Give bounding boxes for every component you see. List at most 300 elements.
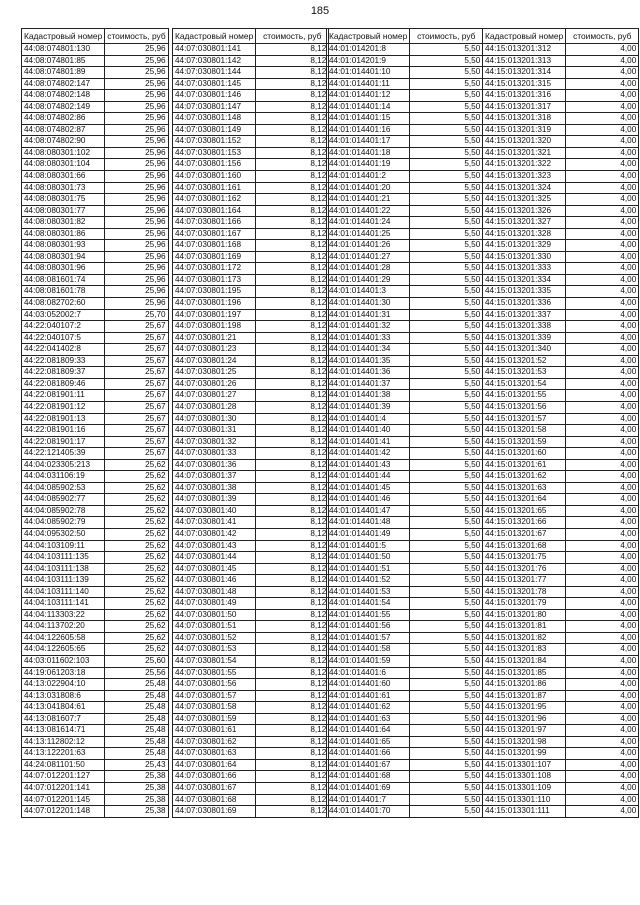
cadastral-number-cell: 44:01:014401:68 [327,771,410,783]
table-row [483,725,639,737]
cadastral-number-cell: 44:15:013201:87 [483,690,566,702]
cost-cell: 5,50 [410,413,483,425]
table-row [483,136,639,148]
cost-cell: 25,56 [105,667,168,679]
cost-cell: 5,50 [410,771,483,783]
table-row [327,713,483,725]
cadastral-number-cell: 44:15:013201:59 [483,436,566,448]
header-cadastral-number: Кадастровый номер [327,29,410,44]
cadastral-number-cell: 44:22:081901:16 [22,425,105,437]
cadastral-number-cell: 44:07:030801:55 [173,667,256,679]
cost-cell: 8,12 [256,528,329,540]
cadastral-number-cell: 44:01:014401:4 [327,413,410,425]
table-row [327,621,483,633]
cadastral-number-cell: 44:15:013201:76 [483,563,566,575]
table-row [173,298,329,310]
table-row [22,90,169,102]
cost-cell: 8,12 [256,332,329,344]
cadastral-number-cell: 44:15:013201:56 [483,401,566,413]
cadastral-number-cell: 44:15:013201:326 [483,205,566,217]
cadastral-number-cell: 44:07:030801:24 [173,355,256,367]
table-row [483,263,639,275]
cost-cell: 4,00 [566,621,639,633]
cadastral-number-cell: 44:15:013301:109 [483,783,566,795]
table-row [22,205,169,217]
table-row [22,321,169,333]
cadastral-number-cell: 44:01:014401:20 [327,182,410,194]
cadastral-number-cell: 44:01:014401:66 [327,748,410,760]
table-row [22,655,169,667]
cost-cell: 5,50 [410,586,483,598]
cadastral-number-cell: 44:15:013201:95 [483,702,566,714]
table-row [173,563,329,575]
cadastral-number-cell: 44:01:014401:2 [327,171,410,183]
cost-cell: 8,12 [256,436,329,448]
cost-cell: 4,00 [566,425,639,437]
cadastral-number-cell: 44:19:061203:18 [22,667,105,679]
table-row [173,540,329,552]
table-row [327,171,483,183]
table-row [483,378,639,390]
table-row [483,425,639,437]
cost-cell: 4,00 [566,378,639,390]
cost-cell: 5,50 [410,783,483,795]
table-row [483,794,639,806]
cost-table [482,28,639,818]
cadastral-number-cell: 44:01:014401:36 [327,367,410,379]
cadastral-number-cell: 44:07:030801:152 [173,136,256,148]
table-row [22,78,169,90]
table-row [327,147,483,159]
cadastral-number-cell: 44:15:013201:322 [483,159,566,171]
cadastral-number-cell: 44:04:103111:141 [22,598,105,610]
cost-cell: 4,00 [566,182,639,194]
table-row [327,494,483,506]
cadastral-number-cell: 44:07:030801:167 [173,228,256,240]
table-row [483,759,639,771]
cadastral-number-cell: 44:15:013201:77 [483,575,566,587]
cadastral-number-cell: 44:01:014401:18 [327,147,410,159]
cadastral-number-cell: 44:07:030801:66 [173,771,256,783]
cadastral-number-cell: 44:03:011602:103 [22,655,105,667]
cost-cell: 25,62 [105,621,168,633]
table-row [483,90,639,102]
table-row [173,332,329,344]
cadastral-number-cell: 44:07:030801:153 [173,147,256,159]
table-row [173,147,329,159]
cadastral-number-cell: 44:01:014401:45 [327,482,410,494]
table-row [22,540,169,552]
cost-cell: 4,00 [566,586,639,598]
cost-cell: 4,00 [566,321,639,333]
table-row [327,321,483,333]
cadastral-number-cell: 44:01:014401:26 [327,240,410,252]
table-row [483,205,639,217]
table-row [173,78,329,90]
table-row [22,552,169,564]
cost-cell: 4,00 [566,563,639,575]
cost-cell: 5,50 [410,517,483,529]
cadastral-number-cell: 44:07:030801:149 [173,124,256,136]
cadastral-number-cell: 44:07:030801:162 [173,194,256,206]
cadastral-number-cell: 44:01:014401:49 [327,528,410,540]
table-row [173,667,329,679]
cadastral-number-cell: 44:01:014401:14 [327,101,410,113]
cadastral-number-cell: 44:01:014401:22 [327,205,410,217]
cost-cell: 8,12 [256,494,329,506]
table-column-3 [326,28,483,818]
cost-cell: 4,00 [566,67,639,79]
table-row [173,55,329,67]
table-row [22,401,169,413]
table-row [173,274,329,286]
cost-cell: 4,00 [566,725,639,737]
cost-cell: 25,67 [105,344,168,356]
cost-cell: 5,50 [410,655,483,667]
cost-cell: 5,50 [410,298,483,310]
cadastral-number-cell: 44:15:013301:110 [483,794,566,806]
cost-cell: 25,67 [105,401,168,413]
cadastral-number-cell: 44:01:014401:48 [327,517,410,529]
cadastral-number-cell: 44:01:014401:54 [327,598,410,610]
cadastral-number-cell: 44:01:014401:70 [327,806,410,818]
table-column-4 [482,28,639,818]
cadastral-number-cell: 44:01:014401:29 [327,274,410,286]
cadastral-number-cell: 44:07:030801:160 [173,171,256,183]
cost-table [21,28,169,818]
table-row [173,240,329,252]
table-row [483,505,639,517]
table-row [173,309,329,321]
table-row [22,171,169,183]
table-row [483,459,639,471]
cost-cell: 8,12 [256,367,329,379]
table-row [22,44,169,56]
cost-cell: 25,48 [105,679,168,691]
cadastral-number-cell: 44:01:014201:8 [327,44,410,56]
cadastral-number-cell: 44:07:030801:196 [173,298,256,310]
cost-cell: 25,96 [105,240,168,252]
table-row [173,390,329,402]
cadastral-number-cell: 44:22:040107:5 [22,332,105,344]
table-row [483,367,639,379]
cadastral-number-cell: 44:07:030801:40 [173,505,256,517]
table-header-row [173,29,329,44]
cost-cell: 25,67 [105,367,168,379]
table-row [327,552,483,564]
table-row [173,448,329,460]
cost-cell: 8,12 [256,263,329,275]
cadastral-number-cell: 44:15:013201:80 [483,609,566,621]
cost-cell: 5,50 [410,528,483,540]
table-row [327,159,483,171]
cost-cell: 5,50 [410,644,483,656]
table-row [483,448,639,460]
table-row [483,609,639,621]
cadastral-number-cell: 44:13:081607:7 [22,713,105,725]
cadastral-number-cell: 44:15:013201:340 [483,344,566,356]
cost-cell: 8,12 [256,667,329,679]
cost-cell: 25,67 [105,413,168,425]
cost-cell: 5,50 [410,575,483,587]
cadastral-number-cell: 44:07:030801:54 [173,655,256,667]
cadastral-number-cell: 44:07:030801:147 [173,101,256,113]
table-row [483,494,639,506]
cost-cell: 25,62 [105,632,168,644]
cost-cell: 8,12 [256,147,329,159]
cost-cell: 5,50 [410,494,483,506]
cadastral-number-cell: 44:08:082702:60 [22,298,105,310]
table-row [22,586,169,598]
cadastral-number-cell: 44:15:013201:316 [483,90,566,102]
cost-cell: 8,12 [256,771,329,783]
table-row [327,101,483,113]
cadastral-number-cell: 44:22:081809:33 [22,355,105,367]
cost-cell: 5,50 [410,228,483,240]
cadastral-number-cell: 44:01:014401:52 [327,575,410,587]
cadastral-number-cell: 44:04:122605:65 [22,644,105,656]
table-row [173,321,329,333]
cost-cell: 4,00 [566,552,639,564]
table-row [173,575,329,587]
cost-cell: 25,38 [105,794,168,806]
table-row [22,644,169,656]
table-row [483,748,639,760]
cost-cell: 4,00 [566,136,639,148]
cost-cell: 5,50 [410,136,483,148]
table-row [22,367,169,379]
cost-cell: 8,12 [256,90,329,102]
table-row [483,344,639,356]
cadastral-number-cell: 44:08:080301:66 [22,171,105,183]
cost-cell: 4,00 [566,298,639,310]
cadastral-number-cell: 44:07:030801:38 [173,482,256,494]
cost-cell: 5,50 [410,78,483,90]
cadastral-number-cell: 44:01:014401:17 [327,136,410,148]
cadastral-number-cell: 44:07:030801:61 [173,725,256,737]
cadastral-number-cell: 44:07:012201:141 [22,783,105,795]
table-row [173,748,329,760]
cadastral-number-cell: 44:15:013201:64 [483,494,566,506]
cost-cell: 25,48 [105,690,168,702]
cost-cell: 4,00 [566,355,639,367]
table-row [173,632,329,644]
cadastral-number-cell: 44:15:013201:57 [483,413,566,425]
cadastral-number-cell: 44:08:080301:96 [22,263,105,275]
cadastral-number-cell: 44:07:030801:56 [173,679,256,691]
table-row [483,309,639,321]
cadastral-number-cell: 44:08:080301:77 [22,205,105,217]
table-row [22,482,169,494]
cost-cell: 4,00 [566,632,639,644]
cost-cell: 25,67 [105,355,168,367]
table-row [327,806,483,818]
cost-cell: 8,12 [256,136,329,148]
cadastral-number-cell: 44:15:013201:324 [483,182,566,194]
cadastral-number-cell: 44:07:030801:195 [173,286,256,298]
cost-cell: 5,50 [410,621,483,633]
table-row [173,759,329,771]
cost-cell: 4,00 [566,147,639,159]
cadastral-number-cell: 44:07:030801:156 [173,159,256,171]
cadastral-number-cell: 44:07:030801:173 [173,274,256,286]
cost-cell: 4,00 [566,90,639,102]
table-row [483,390,639,402]
cadastral-number-cell: 44:03:052002:7 [22,309,105,321]
table-row [327,55,483,67]
cost-cell: 5,50 [410,240,483,252]
header-cadastral-number: Кадастровый номер [22,29,105,44]
cost-cell: 8,12 [256,182,329,194]
cost-cell: 8,12 [256,586,329,598]
cost-cell: 8,12 [256,563,329,575]
cadastral-number-cell: 44:15:013201:337 [483,309,566,321]
cadastral-number-cell: 44:07:012201:145 [22,794,105,806]
cost-cell: 4,00 [566,667,639,679]
cost-cell: 8,12 [256,482,329,494]
cost-cell: 25,96 [105,147,168,159]
cost-cell: 4,00 [566,44,639,56]
cadastral-number-cell: 44:15:013201:334 [483,274,566,286]
cadastral-number-cell: 44:07:030801:52 [173,632,256,644]
cost-cell: 5,50 [410,552,483,564]
cadastral-number-cell: 44:07:030801:69 [173,806,256,818]
cost-cell: 25,62 [105,459,168,471]
cost-cell: 5,50 [410,90,483,102]
cadastral-number-cell: 44:08:074801:130 [22,44,105,56]
cost-cell: 25,38 [105,771,168,783]
cadastral-number-cell: 44:07:030801:31 [173,425,256,437]
cost-cell: 4,00 [566,286,639,298]
table-row [483,286,639,298]
table-row [173,101,329,113]
cost-cell: 8,12 [256,401,329,413]
table-row [483,482,639,494]
cost-cell: 25,62 [105,575,168,587]
cost-cell: 5,50 [410,182,483,194]
cadastral-number-cell: 44:07:030801:43 [173,540,256,552]
cost-cell: 5,50 [410,355,483,367]
cost-cell: 5,50 [410,679,483,691]
cadastral-number-cell: 44:13:031808:6 [22,690,105,702]
cost-cell: 8,12 [256,736,329,748]
table-row [483,78,639,90]
table-row [22,240,169,252]
cost-cell: 5,50 [410,471,483,483]
table-row [327,355,483,367]
table-header-row [22,29,169,44]
table-row [173,471,329,483]
table-row [22,667,169,679]
table-row [483,632,639,644]
cadastral-number-cell: 44:01:014401:35 [327,355,410,367]
cost-cell: 5,50 [410,113,483,125]
table-row [483,598,639,610]
cadastral-number-cell: 44:07:030801:28 [173,401,256,413]
cost-cell: 8,12 [256,713,329,725]
cadastral-number-cell: 44:07:030801:64 [173,759,256,771]
table-row [327,217,483,229]
cadastral-number-cell: 44:01:014401:62 [327,702,410,714]
cost-cell: 25,96 [105,90,168,102]
cost-cell: 4,00 [566,194,639,206]
cadastral-number-cell: 44:01:014401:65 [327,736,410,748]
table-row [22,771,169,783]
cost-cell: 25,43 [105,759,168,771]
cadastral-number-cell: 44:22:081809:46 [22,378,105,390]
cadastral-number-cell: 44:22:081901:17 [22,436,105,448]
cost-cell: 5,50 [410,425,483,437]
cost-cell: 4,00 [566,367,639,379]
cadastral-number-cell: 44:01:014201:9 [327,55,410,67]
cadastral-number-cell: 44:15:013201:86 [483,679,566,691]
cadastral-number-cell: 44:08:080301:93 [22,240,105,252]
cadastral-number-cell: 44:01:014401:44 [327,471,410,483]
table-row [22,332,169,344]
cadastral-number-cell: 44:07:030801:63 [173,748,256,760]
cost-cell: 8,12 [256,378,329,390]
cost-cell: 25,67 [105,321,168,333]
cadastral-number-cell: 44:01:014401:11 [327,78,410,90]
cadastral-number-cell: 44:15:013201:67 [483,528,566,540]
cadastral-number-cell: 44:15:013201:85 [483,667,566,679]
cost-cell: 5,50 [410,702,483,714]
cost-cell: 5,50 [410,101,483,113]
table-row [483,147,639,159]
cost-cell: 5,50 [410,321,483,333]
cost-cell: 8,12 [256,598,329,610]
cost-cell: 8,12 [256,101,329,113]
table-row [173,113,329,125]
cost-cell: 25,62 [105,586,168,598]
table-row [173,482,329,494]
cost-cell: 25,96 [105,217,168,229]
cost-cell: 25,67 [105,378,168,390]
cost-cell: 25,96 [105,44,168,56]
header-cadastral-number: Кадастровый номер [173,29,256,44]
cadastral-number-cell: 44:07:030801:42 [173,528,256,540]
cost-cell: 4,00 [566,459,639,471]
cost-cell: 5,50 [410,159,483,171]
cost-cell: 25,62 [105,471,168,483]
table-row [483,274,639,286]
table-row [173,124,329,136]
cadastral-number-cell: 44:15:013201:52 [483,355,566,367]
table-row [173,552,329,564]
table-row [173,736,329,748]
table-row [173,494,329,506]
cost-cell: 4,00 [566,274,639,286]
table-row [173,505,329,517]
table-row [22,725,169,737]
table-row [173,355,329,367]
cost-cell: 8,12 [256,794,329,806]
cost-cell: 5,50 [410,286,483,298]
table-row [483,575,639,587]
cadastral-number-cell: 44:08:074802:90 [22,136,105,148]
table-row [483,552,639,564]
table-row [483,228,639,240]
table-row [483,436,639,448]
table-row [483,401,639,413]
cadastral-number-cell: 44:15:013201:96 [483,713,566,725]
cost-cell: 8,12 [256,390,329,402]
cadastral-number-cell: 44:01:014401:34 [327,344,410,356]
table-row [483,713,639,725]
cost-cell: 5,50 [410,344,483,356]
table-row [483,736,639,748]
cost-cell: 4,00 [566,644,639,656]
